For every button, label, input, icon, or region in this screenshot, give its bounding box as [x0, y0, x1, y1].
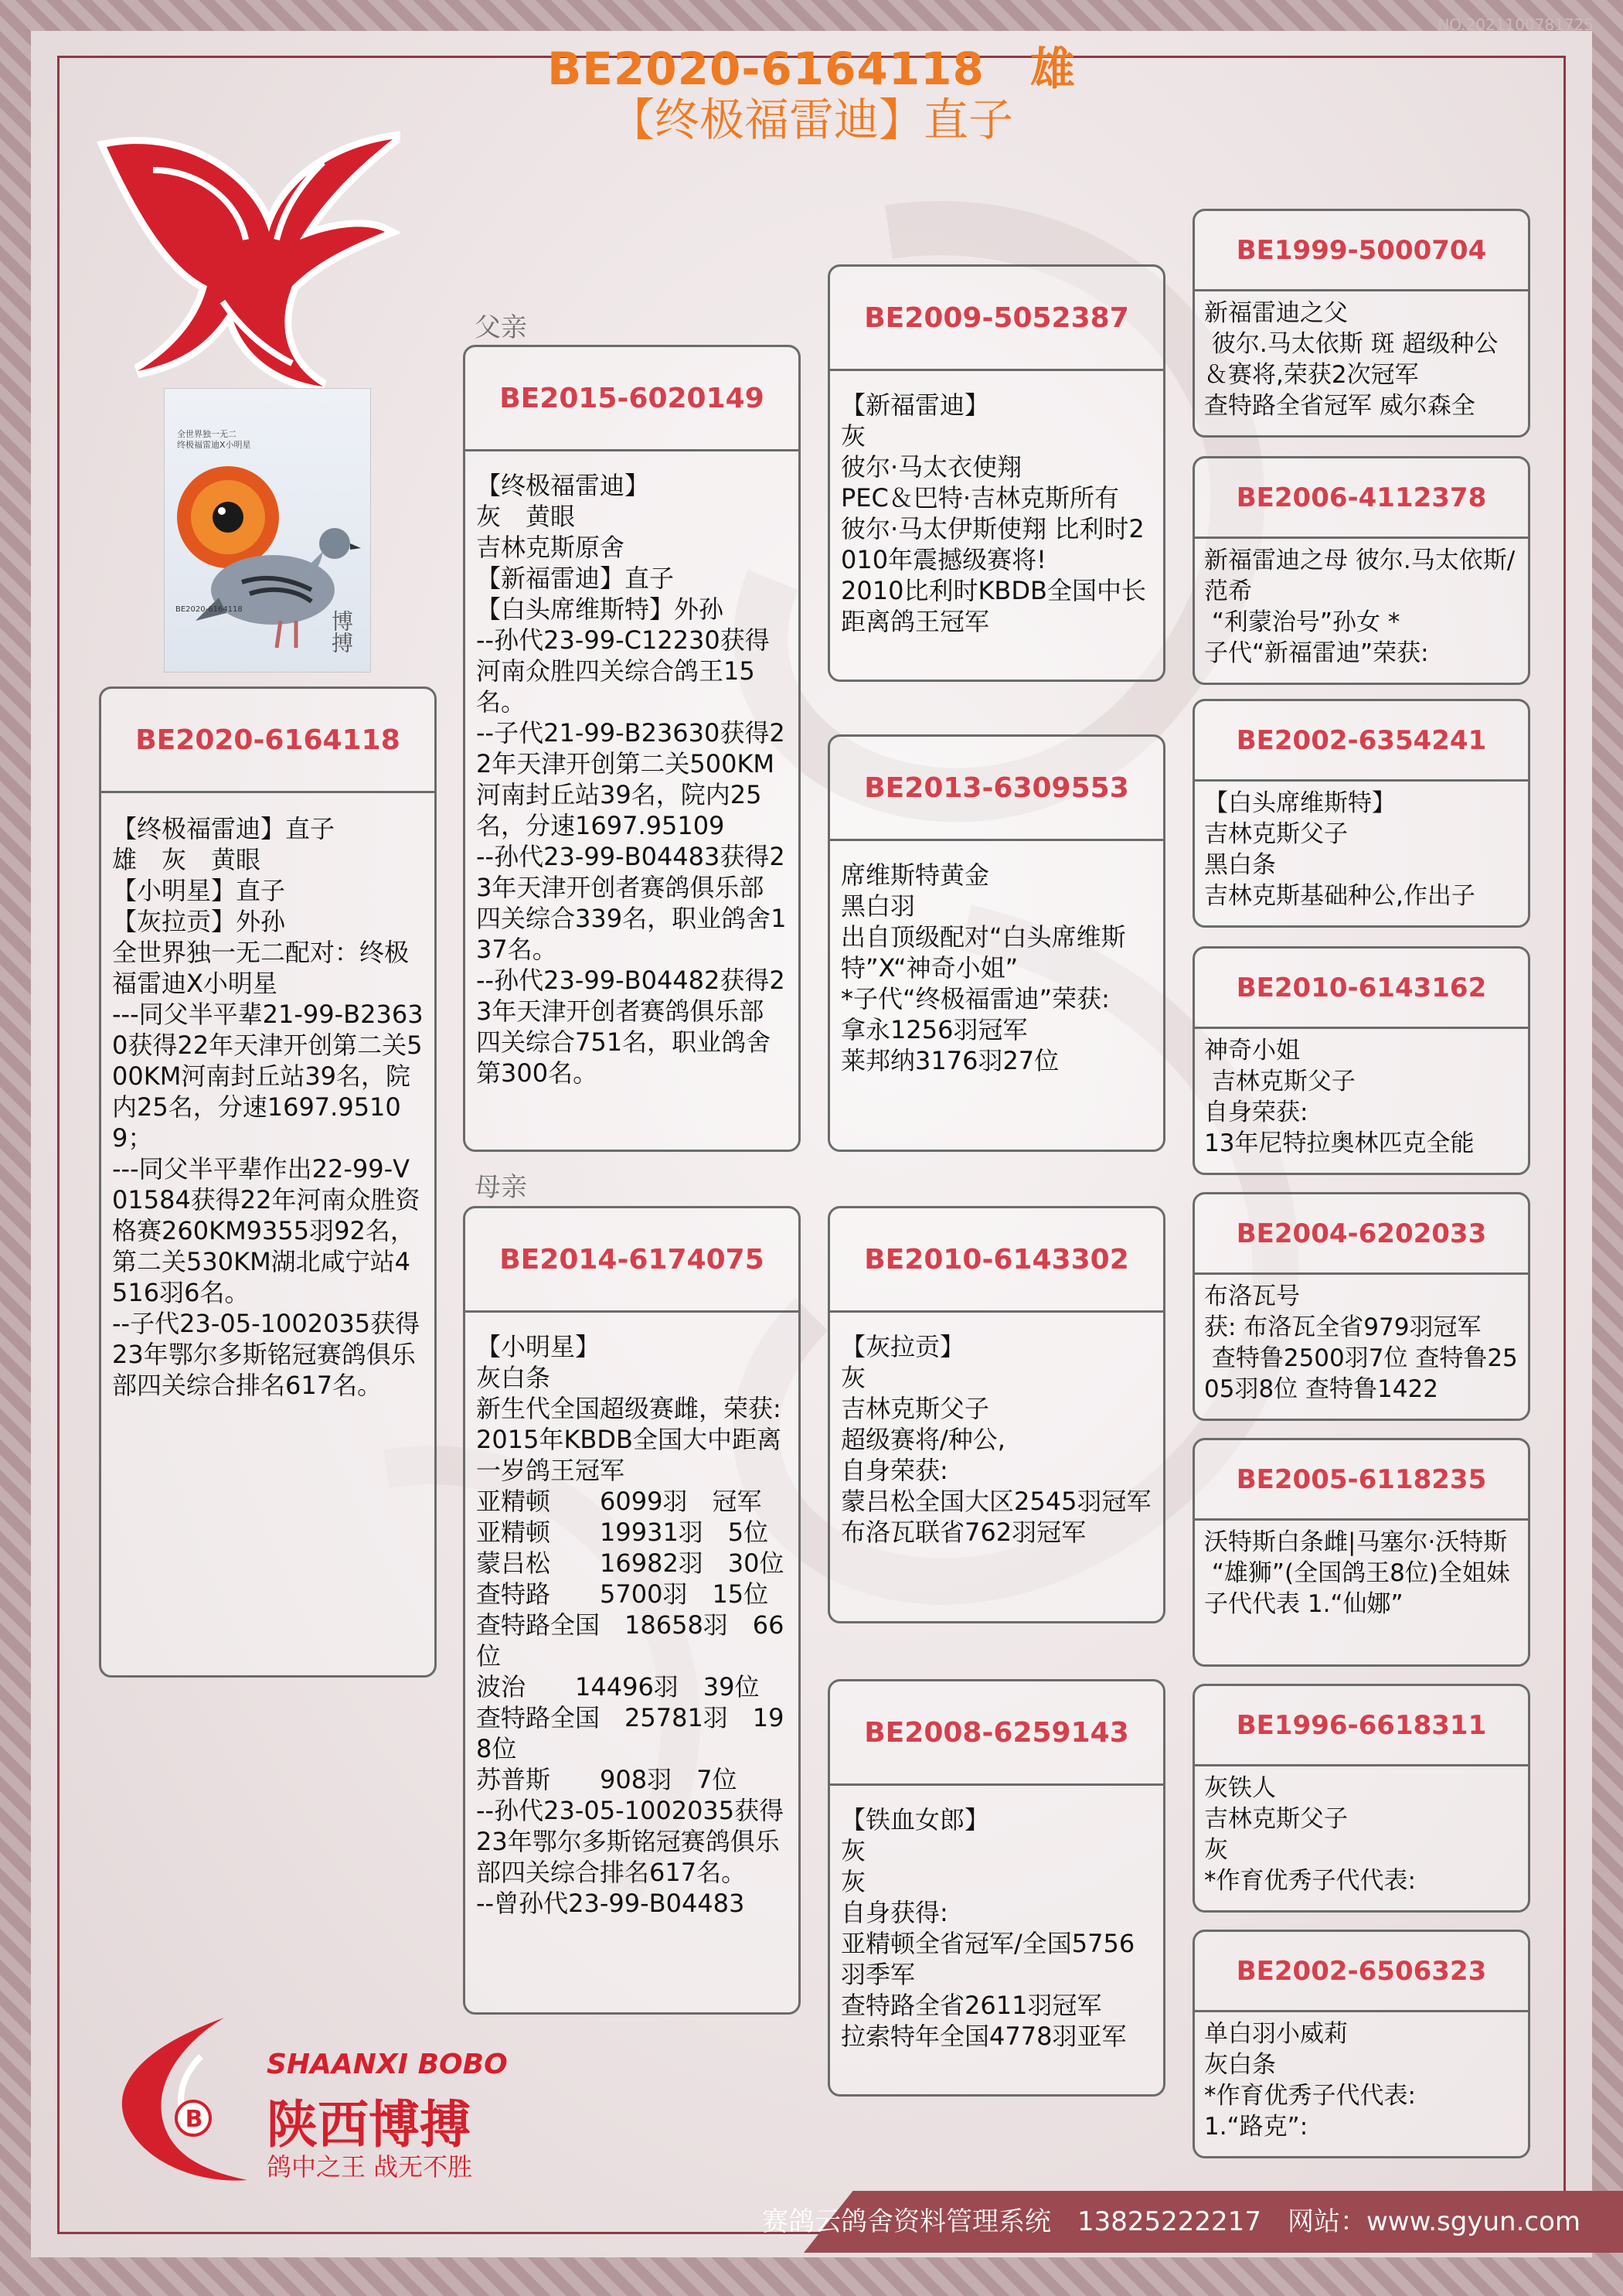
mother-label: 母亲 [475, 1172, 527, 1203]
subject-text: 【终极福雷迪】直子 雄 灰 黄眼 【小明星】直子 【灰拉贡】外孙 全世界独一无二配对：终极福雷迪X小明星 ---同父半平辈21-99-B23630获得22年天津开创第二关500KM河南封丘站39名，院内25名，分速1697.95109； ---同父半平辈作出22-99-V01584获得22年河南众胜资格赛260KM9355羽92名，第二关530KM湖北咸宁站4516羽6名。 --子代23-05-1002035获得23年鄂尔多斯铭冠赛鸽俱乐部四关综合排名617名。 [112, 814, 424, 1400]
grandparent-text-3: 【灰拉贡】 灰 吉林克斯父子 超级赛将/种公, 自身荣获: 蒙吕松全国大区2545羽冠军 布洛瓦联省762羽冠军 [841, 1332, 1152, 1547]
footer-contact: 赛鸽云鸽舍资料管理系统 13825222217 网站：www.sgyun.com [762, 2206, 1580, 2237]
mother-ring: BE2014-6174075 [465, 1208, 798, 1313]
grandparent-text-2: 席维斯特黄金 黑白羽 出自顶级配对“白头席维斯特”X“神奇小姐” *子代“终极福雷迪”荣获: 拿永1256羽冠军 莱邦纳3176羽27位 [841, 860, 1126, 1075]
great-grandparent-text-5: 布洛瓦号 获: 布洛瓦全省979羽冠军 查特鲁2500羽7位 查特鲁2505羽8位 查特鲁1422 [1204, 1283, 1518, 1403]
grandparent-text-1: 【新福雷迪】 灰 彼尔·马太衣使翔 PEC＆巴特·吉林克斯所有 彼尔·马太伊斯使翔 比利时2010年震撼级赛将! 2010比利时KBDB全国中长距离鸽王冠军 [841, 390, 1146, 636]
brand-slogan: 鸽中之王 战无不胜 [267, 2152, 473, 2182]
page-title-name: 【终极福雷迪】直子 [609, 94, 1013, 146]
mother-card [463, 1206, 801, 2015]
grandparent-ring-3: BE2010-6143302 [830, 1208, 1163, 1313]
great-grandparent-card-6 [1193, 1438, 1530, 1667]
brand-bird-icon [108, 2010, 278, 2188]
photo-caption: 全世界独一无二 终极福雷迪X小明星 [177, 429, 251, 450]
great-grandparent-ring-3: BE2002-6354241 [1195, 701, 1528, 782]
grandparent-ring-2: BE2013-6309553 [830, 737, 1163, 841]
serial-number: NO.2021100781725 [1438, 15, 1594, 34]
brand-badge: B [185, 2106, 203, 2133]
great-grandparent-text-2: 新福雷迪之母 彼尔.马太依斯/范希 “利蒙治号”孙女 * 子代“新福雷迪”荣获: [1204, 547, 1516, 667]
great-grandparent-ring-7: BE1996-6618311 [1195, 1686, 1528, 1766]
great-grandparent-text-1: 新福雷迪之父 彼尔.马太依斯 斑 超级种公＆赛将,荣获2次冠军 查特路全省冠军 威尔森全 [1204, 299, 1499, 420]
great-grandparent-ring-5: BE2004-6202033 [1195, 1194, 1528, 1275]
phoenix-logo-icon [91, 116, 400, 394]
great-grandparent-card-3 [1193, 699, 1530, 928]
great-grandparent-ring-8: BE2002-6506323 [1195, 1932, 1528, 2012]
great-grandparent-text-8: 单白羽小威莉 灰白条 *作育优秀子代代表: 1.“路克”: [1204, 2020, 1416, 2141]
great-grandparent-ring-1: BE1999-5000704 [1195, 211, 1528, 291]
page-title-ring: BE2020-6164118 雄 [547, 43, 1076, 95]
photo-signature: 博搏 [328, 610, 354, 653]
father-label: 父亲 [475, 312, 527, 343]
great-grandparent-text-6: 沃特斯白条雌|马塞尔·沃特斯 “雄狮”(全国鸽王8位)全姐妹 子代代表 1.“仙娜” [1204, 1528, 1510, 1618]
grandparent-card-2 [828, 734, 1165, 1152]
great-grandparent-ring-6: BE2005-6118235 [1195, 1440, 1528, 1521]
father-ring: BE2015-6020149 [465, 347, 798, 451]
great-grandparent-card-1 [1193, 209, 1530, 438]
great-grandparent-ring-4: BE2010-6143162 [1195, 949, 1528, 1029]
great-grandparent-card-7 [1193, 1684, 1530, 1913]
photo-ring: BE2020-6164118 [175, 605, 243, 614]
grandparent-card-4 [828, 1679, 1165, 2097]
great-grandparent-text-3: 【白头席维斯特】 吉林克斯父子 黑白条 吉林克斯基础种公,作出子 [1204, 789, 1475, 910]
father-text: 【终极福雷迪】 灰 黄眼 吉林克斯原舍 【新福雷迪】直子 【白头席维斯特】外孙 --孙代23-99-C12230获得河南众胜四关综合鸽王15名。 --子代21-99-B23630获得22年天津开创第二关500KM河南封丘站39名，院内25名，分速1697.95109 --孙代23-99-B04483获得23年天津开创者赛鸽俱乐部四关综合339名，职业鸽舍137名。 --孙代23-99-B04482获得23年天津开创者赛鸽俱乐部四关综合751名，职业鸽舍第300名。 [476, 471, 787, 1088]
grandparent-text-4: 【铁血女郎】 灰 灰 自身获得: 亚精顿全省冠军/全国5756羽季军 查特路全省2611羽冠军 拉索特年全国4778羽亚军 [841, 1805, 1135, 2051]
great-grandparent-card-5 [1193, 1192, 1530, 1421]
great-grandparent-text-7: 灰铁人 吉林克斯父子 灰 *作育优秀子代代表: [1204, 1774, 1416, 1895]
subject-ring: BE2020-6164118 [101, 689, 434, 793]
grandparent-card-3 [828, 1206, 1165, 1623]
pigeon-photo [164, 388, 371, 673]
brand-chinese-name: 陕西博搏 [267, 2095, 471, 2155]
great-grandparent-ring-2: BE2006-4112378 [1195, 458, 1528, 539]
grandparent-ring-1: BE2009-5052387 [830, 267, 1163, 371]
grandparent-card-1 [828, 264, 1165, 682]
great-grandparent-card-4 [1193, 946, 1530, 1175]
great-grandparent-card-2 [1193, 456, 1530, 685]
father-card [463, 345, 801, 1152]
mother-text: 【小明星】 灰白条 新生代全国超级赛雌，荣获: 2015年KBDB全国大中距离一岁鸽王冠军 亚精顿 6099羽 冠军 亚精顿 19931羽 5位 蒙吕松 16982羽 30位 查特路 5700羽 15位 查特路全国 18658羽 66位 波治 14496羽 39位 查特路全国 25781羽 198位 苏普斯 908羽 7位 --孙代23-05-1002035获得23年鄂尔多斯铭冠赛鸽俱乐部四关综合排名617名。 --曾孙代23-99-B04483 [476, 1332, 784, 1918]
great-grandparent-card-8 [1193, 1930, 1530, 2158]
subject-card [99, 686, 437, 1678]
great-grandparent-text-4: 神奇小姐 吉林克斯父子 自身荣获: 13年尼特拉奥林匹克全能 [1204, 1037, 1475, 1157]
brand-english-name: SHAANXI BOBO [267, 2049, 508, 2080]
grandparent-ring-4: BE2008-6259143 [830, 1681, 1163, 1786]
